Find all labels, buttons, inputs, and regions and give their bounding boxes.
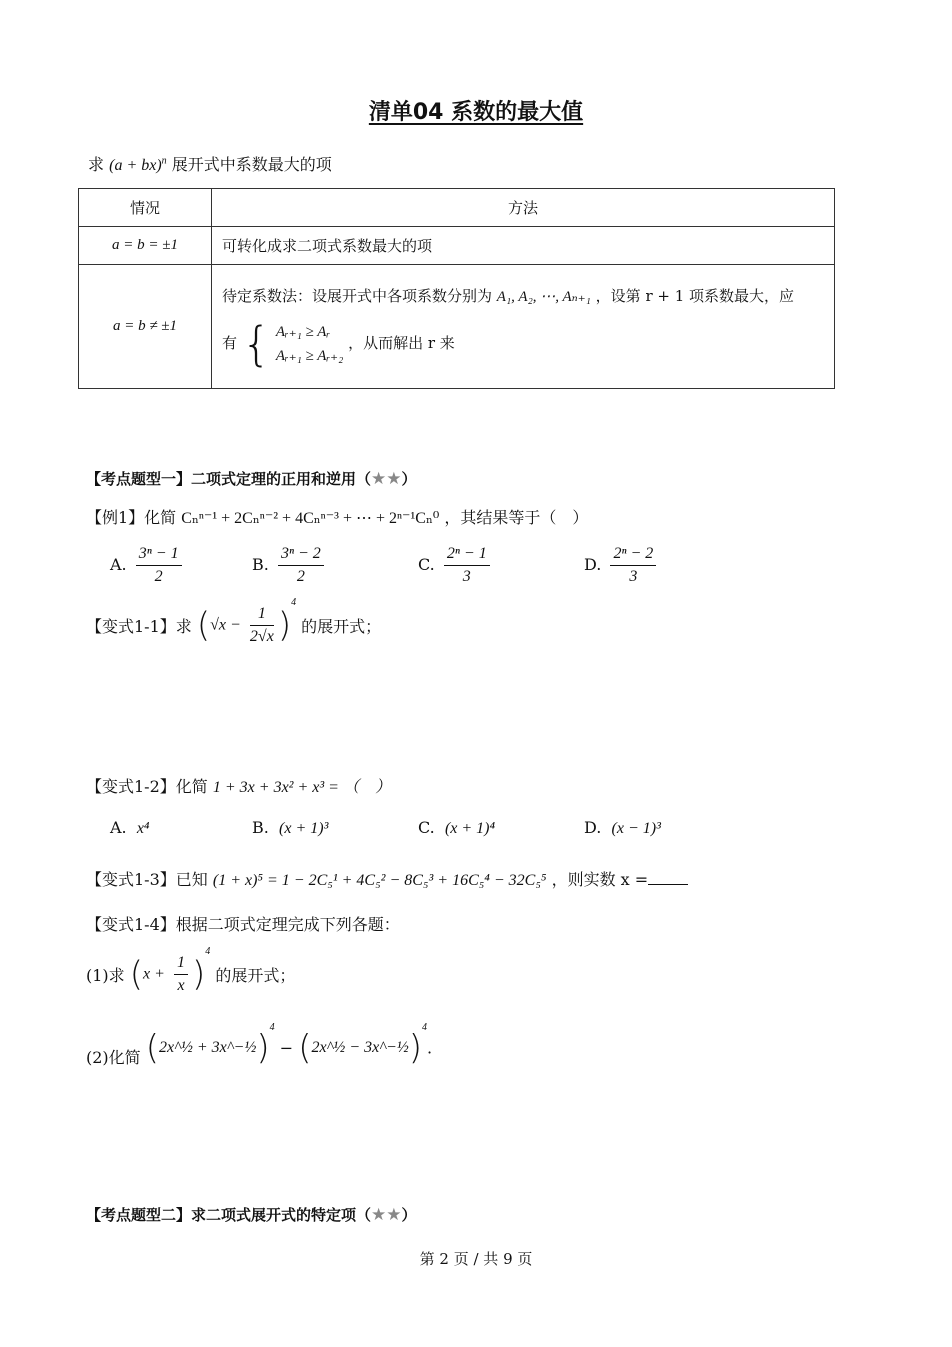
page-title: 清单04 系数的最大值 <box>368 100 584 125</box>
variant-1-1: 【变式1-1】求 (√x − $\frac{1}{2√x}$ )$^4$ 的展开式； <box>86 597 382 646</box>
ex1-option-c: C. $\frac{\text{2ⁿ − 1}}{3}$ <box>418 543 494 588</box>
variant-1-2: 【变式1-2】化简 1 + 3x + 3x² + x³ = （ ） <box>86 777 391 796</box>
table-row2-method: 待定系数法：设展开式中各项系数分别为 A₁, A₂, ⋯, Aₙ₊₁ ，设第 r + 1 项系数最大，应 有 { Aᵣ₊₁ ≥ Aᵣ Aᵣ₊₁ ≥ Aᵣ₊₂ ，从而解出 r 来 <box>212 265 835 389</box>
page-footer: 第 2 页 / 共 9 页 <box>419 1250 533 1268</box>
v12-option-d: D. (x − 1)³ <box>584 818 661 837</box>
table-row2-case: a = b ≠ ±1 <box>79 265 212 389</box>
star-icon: ★★ <box>371 469 402 489</box>
variant-1-3: 【变式1-3】已知 (1 + x)⁵ = 1 − 2C₅¹ + 4C₅² − 8C₅³ + 16C₅⁴ − 32C₅⁵ ，则实数 x = <box>86 867 688 890</box>
v12-option-a: A. x⁴ <box>110 818 150 837</box>
table-header-case: 情况 <box>79 189 212 227</box>
method-table <box>78 188 835 389</box>
section2-heading: 【考点题型二】求二项式展开式的特定项（★★） <box>86 1205 417 1225</box>
intro-line: 求 (a + bx)$^n$ 展开式中系数最大的项 <box>88 155 332 174</box>
table-row1-case: a = b = ±1 <box>79 227 212 265</box>
table-row1-method: 可转化成求二项式系数最大的项 <box>212 227 835 265</box>
section1-heading: 【考点题型一】二项式定理的正用和逆用（★★） <box>86 469 417 489</box>
star-icon: ★★ <box>371 1205 402 1225</box>
variant-1-4-part2: (2)化简 (2x^½ + 3x^−½)$^4$ − (2x^½ − 3x^−½)$^4$. <box>86 1022 433 1068</box>
example1: 【例1】化简 Cₙⁿ⁻¹ + 2Cₙⁿ⁻² + 4Cₙⁿ⁻³ + ⋯ + 2ⁿ⁻¹Cₙ⁰ ，其结果等于（ ） <box>86 508 589 527</box>
ex1-option-a: A. $\frac{\text{3ⁿ − 1}}{2}$ <box>110 543 186 588</box>
v12-option-b: B. (x + 1)³ <box>252 818 329 837</box>
ex1-option-d: D. $\frac{\text{2ⁿ − 2}}{3}$ <box>584 543 660 588</box>
ex1-option-b: B. $\frac{\text{3ⁿ − 2}}{2}$ <box>252 543 328 588</box>
variant-1-4-part1: (1)求 (x + $\frac{1}{x}$ )$^4$ 的展开式； <box>86 946 296 995</box>
answer-blank[interactable] <box>648 870 688 885</box>
variant-1-4: 【变式1-4】根据二项式定理完成下列各题： <box>86 915 400 934</box>
v12-option-c: C. (x + 1)⁴ <box>418 818 496 837</box>
table-header-method: 方法 <box>212 189 835 227</box>
